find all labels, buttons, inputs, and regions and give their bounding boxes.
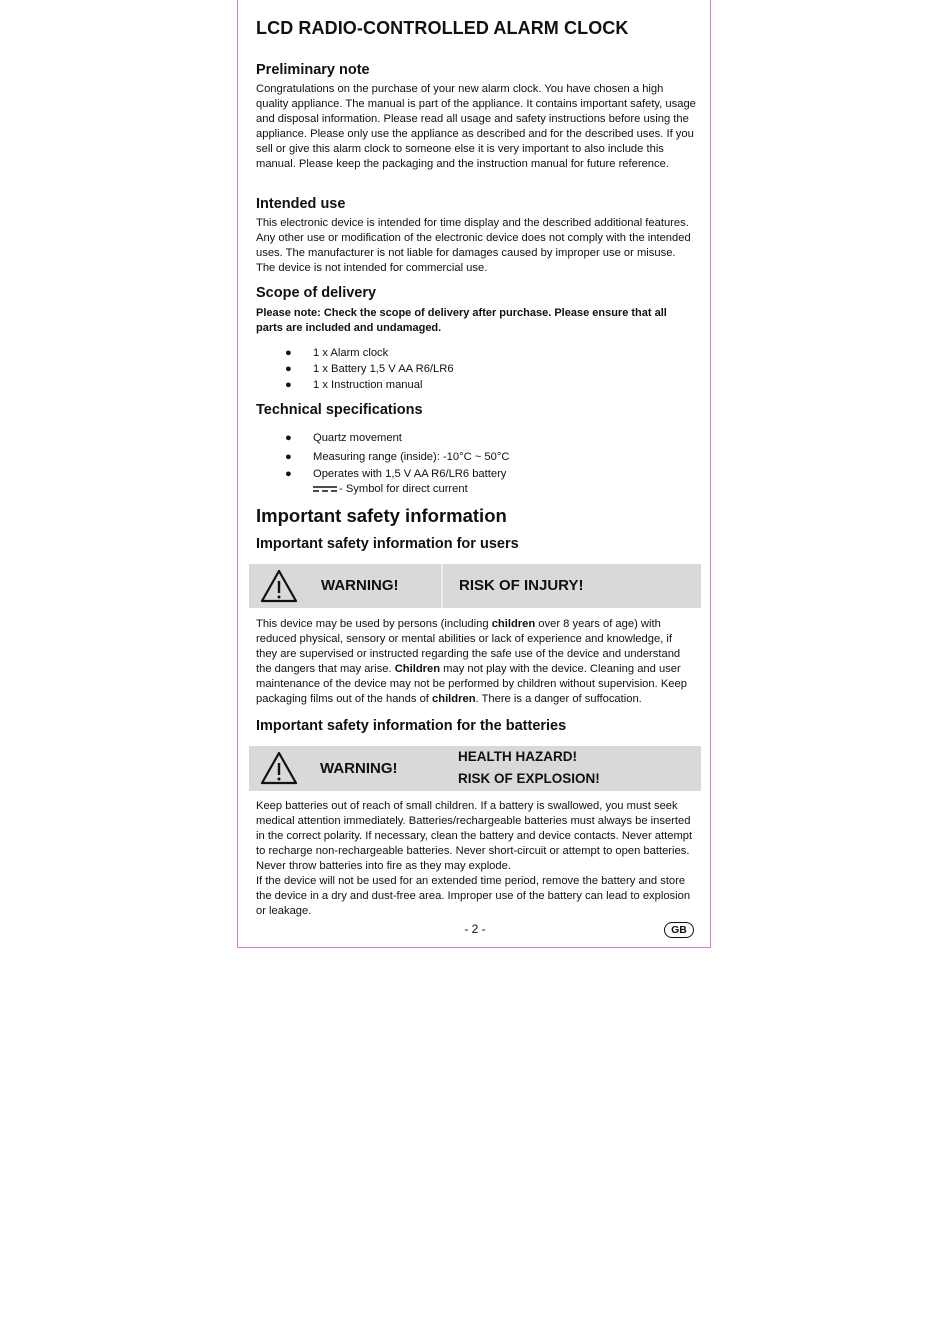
bullet-icon: ●	[285, 432, 292, 444]
list-item: ● 1 x Alarm clock	[285, 347, 389, 359]
intended-heading: Intended use	[256, 196, 346, 212]
warning-label: WARNING!	[321, 577, 399, 594]
list-item: ● 1 x Instruction manual	[285, 379, 423, 391]
bullet-icon: ●	[285, 379, 292, 391]
safety-heading: Important safety information	[256, 505, 507, 526]
warning-triangle-icon	[259, 568, 299, 604]
warning-triangle-icon	[259, 750, 299, 786]
preliminary-heading: Preliminary note	[256, 62, 370, 78]
users-safety-text: This device may be used by persons (including children over 8 years of age) with reduced physical, sensory or mental abilities or lack of experience and knowledge, if they are supervised or instructed regarding the safe use of the device and understand the dangers that may arise. Children may not play with the device. Cleaning and user maintenance of the device may not be performed by children without supervision. Keep packaging films out of the hands of children. There is a danger of suffocation.	[256, 618, 687, 706]
scope-list	[256, 345, 696, 393]
list-item: ● Operates with 1,5 V AA R6/LR6 battery	[285, 468, 507, 480]
specs-list	[256, 430, 696, 497]
injury-warning-box	[249, 564, 701, 608]
batteries-safety-text: Keep batteries out of reach of small children. If a battery is swallowed, you must seek medical attention immediately. Batteries/rechargeable batteries must always be inserted in the correct polarity. If necessary, clean the battery and device contacts. Never attempt to recharge non-rechargeable batteries. Never short-circuit or attempt to open batteries. Never throw batteries into fire as they may explode.	[256, 800, 693, 873]
page-title: LCD RADIO-CONTROLLED ALARM CLOCK	[256, 18, 629, 38]
batteries-storage-text: If the device will not be used for an extended time period, remove the battery and store the device in a dry and dust-free area. Improper use of the battery can lead to explosion or leakage.	[256, 875, 691, 918]
dc-symbol-item: - Symbol for direct current	[256, 481, 696, 497]
bullet-icon: ●	[285, 468, 292, 480]
intended-text: This electronic device is intended for time display and the described additional features. Any other use or modification of the electronic device does not comply with the intended uses. The manufacturer is not liable for damages caused by improper use or misuse. The device is not intended for commercial use.	[256, 217, 691, 275]
batteries-safety-heading: Important safety information for the batteries	[256, 718, 567, 734]
explosion-risk-label: RISK OF EXPLOSION!	[458, 771, 600, 786]
specs-heading: Technical specifications	[256, 402, 423, 418]
users-safety-heading: Important safety information for users	[256, 536, 519, 552]
bullet-icon: ●	[285, 363, 292, 375]
manual-page	[237, 0, 711, 948]
list-item: ● 1 x Battery 1,5 V AA R6/LR6	[285, 363, 454, 375]
scope-note: Please note: Check the scope of delivery after purchase. Please ensure that all parts are included and undamaged.	[256, 307, 667, 335]
preliminary-text: Congratulations on the purchase of your new alarm clock. You have chosen a high quality appliance. The manual is part of the appliance. It contains important safety, usage and disposal information. Please read all usage and safety instructions before using the appliance. Please only use the appliance as described and for the described uses. If you sell or give this alarm clock to someone else it is very important to also include this manual. Please keep the packaging and the instruction manual for future reference.	[256, 83, 696, 171]
bullet-icon: ●	[285, 347, 292, 359]
page-number: - 2 -	[464, 922, 486, 936]
risk-label: RISK OF INJURY!	[459, 577, 584, 594]
scope-heading: Scope of delivery	[256, 285, 377, 301]
list-item: ● Measuring range (inside): -10°C ~ 50°C	[285, 451, 510, 463]
divider	[441, 564, 443, 608]
language-badge: GB	[664, 922, 694, 938]
warning-label: WARNING!	[320, 760, 398, 777]
bullet-icon: ●	[285, 451, 292, 463]
battery-warning-box	[249, 746, 701, 791]
direct-current-icon	[313, 485, 337, 493]
list-item: ● Quartz movement	[285, 432, 402, 444]
health-hazard-label: HEALTH HAZARD!	[458, 749, 577, 764]
